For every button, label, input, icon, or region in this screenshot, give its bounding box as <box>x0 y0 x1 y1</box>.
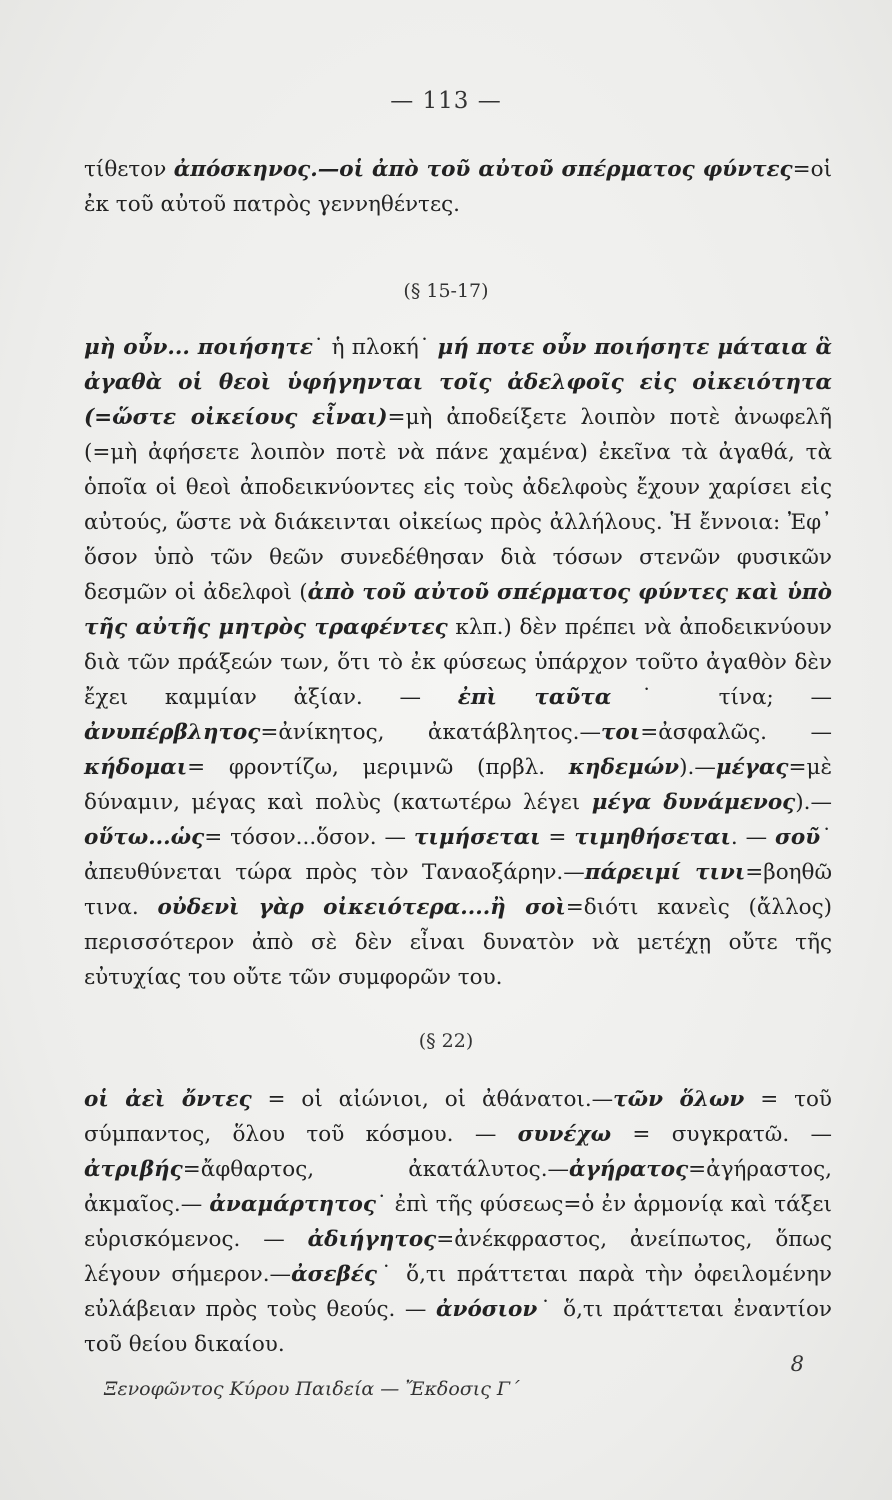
text-run: κλπ.) δὲν πρέπει νὰ ἀποδεικνύουν διὰ τῶν πράξεών των, ὅτι τὸ ἐκ φύσεως ὑπάρχον τοῦτο ἀγαθὸν δὲν ἔχει καμμίαν ἀξίαν. — <box>84 615 832 710</box>
lemma: κήδομαι <box>84 755 188 780</box>
lemma: ἀνυπέρβλητος <box>84 720 261 745</box>
text-run: τίθετον <box>84 157 174 182</box>
lemma: οὕτω...ὡς <box>84 825 205 850</box>
text-run: =ἀγήραστος, ἀκμαῖος.— <box>84 1157 832 1217</box>
lemma: τῶν ὅλων <box>613 1087 745 1112</box>
lemma: μέγα δυνάμενος <box>591 790 796 815</box>
text-run: =μὴ ἀποδείξετε λοιπὸν ποτὲ ἀνωφελῆ (=μὴ ἀφήσετε λοιπὸν ποτὲ νὰ πάνε χαμένα) ἐκεῖνα τὰ ἀγαθά, τὰ ὁποῖα οἱ θεοὶ ἀποδεικνύοντες εἰς τοὺς ἀδελφοὺς ἔχουν χαρίσει εἰς αὐτούς, ὥστε νὰ διάκεινται οἰκείως πρὸς ἀλλήλους. Ἡ ἔννοια: Ἐφ᾽ ὅσον ὑπὸ τῶν θεῶν συνεδέθησαν διὰ τόσων στενῶν φυσικῶν δεσμῶν οἱ ἀδελφοὶ ( <box>84 405 832 605</box>
lemma: μέγας <box>715 755 789 780</box>
lemma: οἱ ἀεὶ ὄντες <box>84 1087 252 1112</box>
text-run: =ἀνέκφραστος, ἀνείπωτος, ὅπως λέγουν σήμερον.— <box>84 1227 832 1287</box>
text-run: ˙ ὅ,τι πράττεται παρὰ τὴν ὀφειλομένην εὐλάβειαν πρὸς τοὺς θεούς. — <box>84 1262 832 1322</box>
lemma: οὐδενὶ γὰρ οἰκειότερα....ἢ σοὶ <box>157 895 566 920</box>
text-run: = φροντίζω, μεριμνῶ (πρβλ. <box>187 755 569 780</box>
text-run: ˙ ὅ,τι πράττεται ἐναντίον τοῦ θείου δικαίου. <box>84 1297 832 1357</box>
section-heading-15-17: (§ 15-17) <box>403 280 489 302</box>
lemma: ἀναμάρτητος <box>209 1192 376 1217</box>
lemma: ἀσεβές <box>291 1262 377 1287</box>
text-run: =οἱ ἐκ τοῦ αὐτοῦ πατρὸς γεννηθέντες. <box>84 157 833 217</box>
lemma: ἀδιήγητος <box>307 1227 437 1252</box>
lemma: ἀγήρατος <box>569 1157 689 1182</box>
lemma: συνέχω <box>517 1122 612 1147</box>
commentary-paragraph-1 <box>84 152 832 222</box>
lemma: μὴ οὖν... ποιήσητε <box>84 335 313 360</box>
text-run: ˙ ἐπὶ τῆς φύσεως=ὁ ἐν ἁρμονίᾳ καὶ τάξει εὑρισκόμενος. — <box>84 1192 832 1252</box>
text-run: =βοηθῶ τινα. <box>84 860 833 920</box>
lemma: τιμηθήσεται <box>574 825 731 850</box>
text-run: =ἀνίκητος, ἀκατάβλητος.— <box>260 720 601 745</box>
text-run: = συγκρατῶ. — <box>611 1122 832 1147</box>
section-heading-22: (§ 22) <box>418 1030 474 1052</box>
footer-book-title: Ξενοφῶντος Κύρου Παιδεία — Ἔκδοσις Γ΄ <box>104 1378 520 1400</box>
page-number: — 113 — <box>390 88 502 114</box>
text-run: = οἱ αἰώνιοι, οἱ ἀθάνατοι.— <box>251 1087 614 1112</box>
text-run: = τοῦ σύμπαντος, ὅλου τοῦ κόσμου. — <box>84 1087 833 1147</box>
lemma: ἐπὶ ταῦτα <box>457 685 612 710</box>
lemma: πάρειμί τινι <box>584 860 746 885</box>
text-run: =ἀσφαλῶς. — <box>640 720 832 745</box>
commentary-paragraph-3 <box>84 1082 832 1362</box>
lemma: τοι <box>600 720 641 745</box>
text-run: ).— <box>795 790 832 815</box>
text-run: = <box>540 825 575 850</box>
lemma: σοῦ <box>775 825 821 850</box>
lemma: ἀνόσιον <box>436 1297 538 1322</box>
text-run: = τόσον...ὅσον. — <box>204 825 414 850</box>
text-run: =διότι κανεὶς (ἄλλος) περισσότερον ἀπὸ σὲ δὲν εἶναι δυνατὸν νὰ μετέχῃ οὔτε τῆς εὐτυχίας του οὔτε τῶν συμφορῶν του. <box>84 895 832 990</box>
lemma: ἀπὸ τοῦ αὐτοῦ σπέρματος φύντες καὶ ὑπὸ τῆς αὐτῆς μητρὸς τραφέντες <box>84 580 832 640</box>
lemma: μή ποτε οὖν ποιήσητε μάταια ἃ ἀγαθὰ οἱ θεοὶ ὑφήγηνται τοῖς ἀδελφοῖς εἰς οἰκειότητα (=ὥστε οἰκείους εἶναι) <box>84 335 832 430</box>
text-run: ˙ ἡ πλοκή˙ <box>312 335 438 360</box>
commentary-paragraph-2 <box>84 330 832 995</box>
text-run: =ἄφθαρτος, ἀκατάλυτος.— <box>182 1157 570 1182</box>
text-run: . — <box>730 825 776 850</box>
lemma: τιμήσεται <box>413 825 541 850</box>
text-run: ˙ ἀπευθύνεται τώρα πρὸς τὸν Ταναοξάρην.— <box>84 825 832 885</box>
lemma: ἀτριβής <box>84 1157 183 1182</box>
lemma: ἀπόσκηνος.—οἱ ἀπὸ τοῦ αὐτοῦ σπέρματος φύντες <box>173 157 793 182</box>
signature-mark: 8 <box>790 1352 804 1376</box>
lemma: κηδεμών <box>568 755 680 780</box>
text-run: ˙ τίνα; — <box>611 685 833 710</box>
text-run: ).— <box>679 755 716 780</box>
text-run: =μὲ δύναμιν, μέγας καὶ πολὺς (κατωτέρω λέγει <box>84 755 832 815</box>
